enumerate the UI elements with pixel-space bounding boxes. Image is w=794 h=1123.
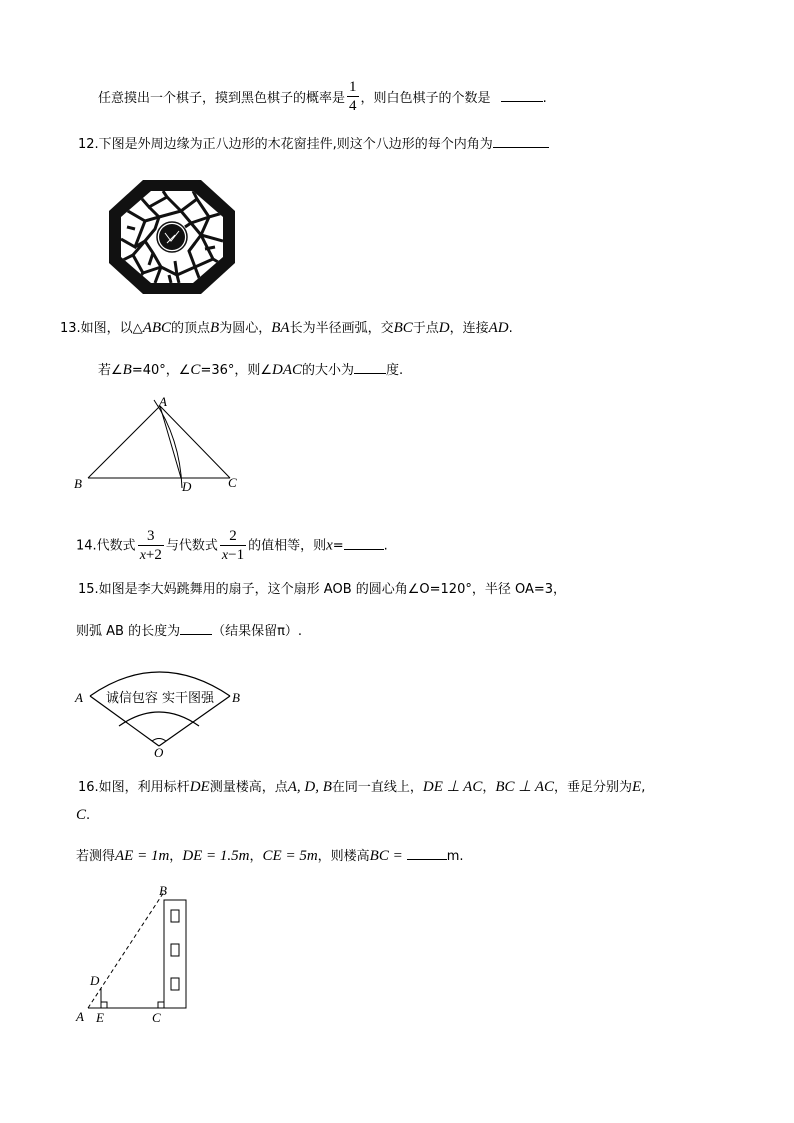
building-figure (72, 880, 222, 1030)
label-b: B (232, 690, 240, 705)
q14-frac1-num: 3 (138, 527, 164, 546)
q15-answer-blank[interactable] (180, 620, 212, 635)
q14-fraction-2 (220, 527, 246, 565)
q11-line (98, 80, 547, 117)
q16-ce-value: CE = 5m (262, 848, 318, 864)
q14-fraction-1 (138, 527, 164, 565)
q15-line2 (76, 620, 302, 642)
q16-line2 (76, 845, 464, 867)
label-a: A (76, 1009, 84, 1024)
label-o: O (154, 745, 164, 760)
center-rosette (159, 224, 185, 250)
label-d: D (90, 973, 100, 988)
q14-frac1-den (138, 546, 164, 565)
q14-frac1-den-rest: +2 (145, 547, 162, 563)
q13-text: 长为半径画弧，交 (289, 321, 394, 336)
q16-bc-eq: BC = (369, 848, 403, 864)
q13-text: =40°，∠ (131, 363, 191, 378)
q13-text: ，连接 (449, 321, 489, 336)
q15-text: 15.如图是李大妈跳舞用的扇子，这个扇形 AOB 的圆心角∠O=120°，半径 OA=3， (78, 582, 567, 597)
q13-line1 (60, 318, 513, 339)
fan-inner-arc (119, 712, 199, 726)
q13-var-b: B (122, 362, 132, 378)
q13-text: 的大小为 (302, 363, 355, 378)
q13-text: . (508, 321, 513, 336)
q16-line1 (78, 777, 645, 798)
q16-answer-blank[interactable] (407, 845, 447, 860)
q16-line1b (76, 805, 90, 826)
right-angle-e (101, 1002, 107, 1008)
fan-figure (72, 656, 252, 760)
q14-frac2-den-rest: −1 (228, 547, 245, 563)
label-e: E (96, 1010, 104, 1025)
q14-equals: = (332, 538, 344, 554)
q15-line1 (78, 580, 566, 600)
triangle-figure (70, 394, 250, 498)
q13-text: 若∠ (98, 363, 123, 378)
sightline-ab (88, 892, 164, 1008)
q15-text: （结果保留π）. (212, 624, 303, 639)
q16-var-points: A, D, B (287, 779, 332, 795)
q14-answer-blank[interactable] (344, 535, 384, 550)
q16-de-perp-ac: DE ⊥ AC (422, 779, 483, 795)
q13-var-c: C (190, 362, 201, 378)
q13-var-bc: BC (393, 320, 413, 336)
q14-frac2-den (220, 546, 246, 565)
q16-var-c: C (76, 807, 87, 823)
right-angle-c (158, 1002, 164, 1008)
q13-text: 度. (386, 363, 404, 378)
q12-text: 12.下图是外周边缘为正八边形的木花窗挂件,则这个八边形的每个内角为 (78, 137, 493, 152)
angle-mark-o (152, 739, 166, 742)
q13-answer-blank[interactable] (354, 359, 386, 374)
q11-prefix: 任意摸出一个棋子，摸到黑色棋子的概率是 (98, 91, 346, 106)
q11-frac-den: 4 (349, 98, 357, 114)
q11-answer-blank[interactable] (501, 87, 543, 102)
q13-var-b: B (210, 320, 220, 336)
q13-text: 于点 (412, 321, 439, 336)
q13-var-d: D (438, 320, 450, 336)
q16-text: ，垂足分别为 (554, 780, 633, 795)
q14-line (76, 527, 388, 565)
label-b: B (159, 883, 167, 898)
label-a: A (75, 690, 83, 705)
segment-ba (88, 406, 160, 478)
q16-text: , (641, 780, 646, 795)
q13-var-ad: AD (488, 320, 509, 336)
q11-suffix: ，则白色棋子的个数是 (360, 91, 491, 106)
q13-line2 (98, 359, 403, 381)
q13-var-abc: ABC (142, 320, 172, 336)
q14-var-x: x (221, 548, 229, 563)
q13-text: 为圆心， (219, 321, 272, 336)
q16-var-de: DE (189, 779, 210, 795)
label-a: A (159, 394, 167, 409)
q16-text: ， (482, 780, 496, 795)
q16-var-e: E (632, 779, 642, 795)
q16-text: 测量楼高，点 (209, 780, 288, 795)
q14-frac2-num: 2 (220, 527, 246, 546)
octagon-window-figure (105, 177, 245, 301)
q16-text: 若测得 (76, 849, 116, 864)
q11-frac-num: 1 (349, 79, 357, 95)
q15-text: 则弧 AB 的长度为 (76, 624, 181, 639)
q16-text: 16.如图，利用标杆 (78, 780, 190, 795)
q13-text: =36°，则∠ (200, 363, 273, 378)
q16-bc-perp-ac: BC ⊥ AC (495, 779, 555, 795)
fan-inscription: 诚信包容 实干图强 (105, 691, 215, 706)
q16-ae-value: AE = 1m (115, 848, 170, 864)
q12-answer-blank[interactable] (493, 133, 549, 148)
q13-text: 13.如图，以△ (60, 321, 143, 336)
q14-var-x: x (139, 548, 146, 563)
building (164, 900, 186, 1008)
q13-text: 的顶点 (171, 321, 211, 336)
q16-text: . (86, 808, 91, 823)
q12-line (78, 133, 549, 155)
label-d: D (182, 479, 192, 494)
q16-text: 在同一直线上， (331, 780, 423, 795)
label-c: C (152, 1010, 161, 1025)
q16-de-value: DE = 1.5m (182, 848, 250, 864)
q16-unit: m. (446, 849, 464, 864)
q13-var-ba: BA (271, 320, 290, 336)
q13-var-dac: DAC (272, 362, 303, 378)
q11-end: . (542, 91, 547, 106)
q14-end: . (383, 538, 388, 554)
q14-text: 14.代数式 (76, 538, 136, 554)
q11-fraction (347, 78, 359, 115)
label-c: C (228, 475, 237, 490)
arc-from-b (154, 400, 182, 488)
q14-text: 的值相等，则 (248, 538, 327, 554)
label-b: B (74, 476, 82, 491)
q14-var-x: x (326, 537, 333, 554)
q16-text: ，则楼高 (317, 849, 370, 864)
q16-text: ， (169, 849, 183, 864)
q16-text: ， (249, 849, 263, 864)
q14-text: 与代数式 (165, 538, 218, 554)
